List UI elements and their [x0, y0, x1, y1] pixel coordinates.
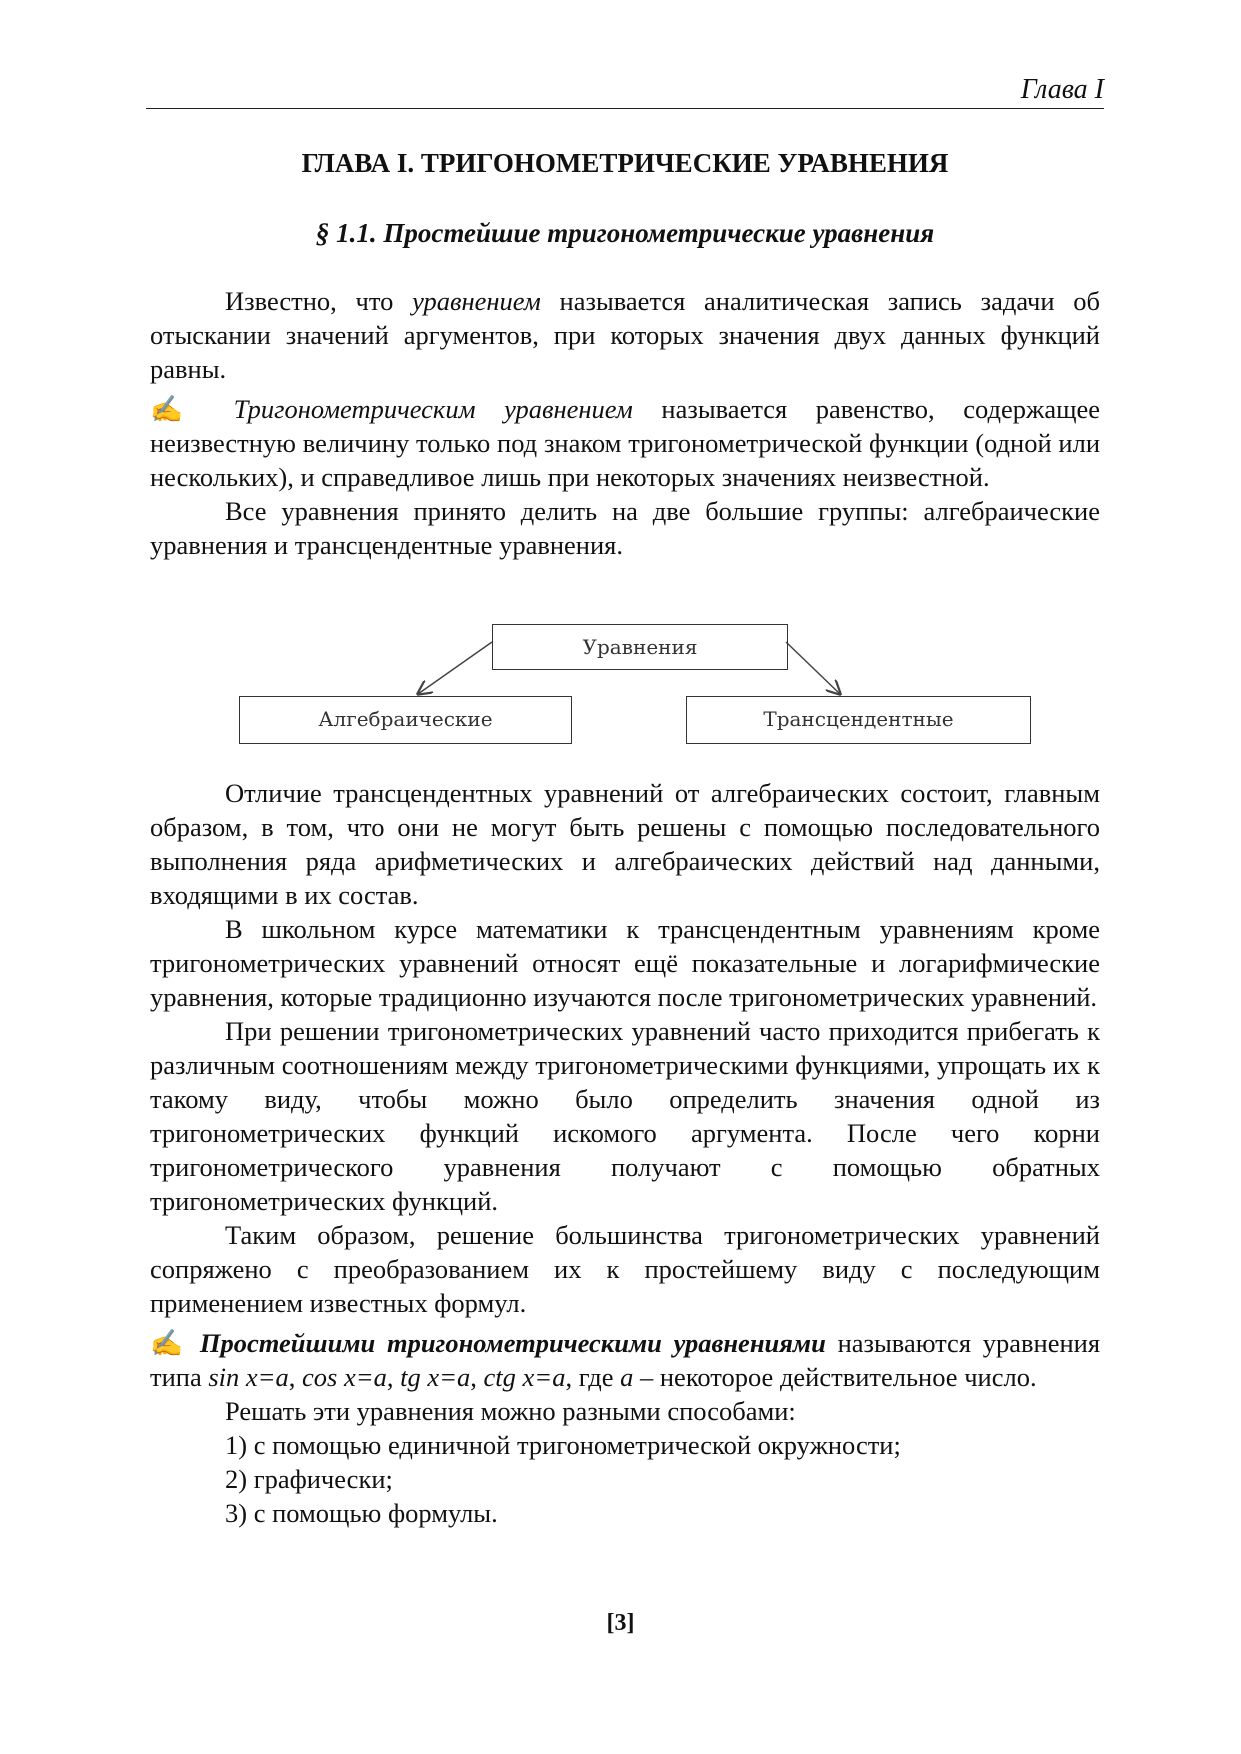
arrow-right — [786, 642, 840, 694]
definition-paragraph: ✍ Тригонометрическим уравнением называется равенство, содержащее неизвестную величину только под знаком тригонометрической функции (одной или нескольких), и справедливое лишь при некоторых значениях неизвестной. — [150, 394, 1101, 492]
diagram-algebraic-box: Алгебраические — [239, 696, 572, 744]
paragraph: Все уравнения принято делить на две большие группы: алгебраические уравнения и трансцендентные уравнения. — [150, 496, 1100, 560]
running-header-text: Глава I — [1020, 74, 1104, 105]
body-bottom — [150, 776, 1100, 1530]
running-header — [146, 72, 1104, 109]
paragraph: При решении тригонометрических уравнений часто приходится прибегать к различным соотношениям между тригонометрическими функциями, упрощать их к такому виду, чтобы можно было определить значения одной из тригонометрических функций искомого аргумента. После чего корни тригонометрического уравнения получают с помощью обратных тригонометрических функций. — [150, 1016, 1100, 1216]
section-title: § 1.1. Простейшие тригонометрические уравнения — [315, 218, 935, 248]
paragraph: Таким образом, решение большинства тригонометрических уравнений сопряжено с преобразованием их к простейшему виду с последующим применением известных формул. — [150, 1220, 1100, 1318]
paragraph: Отличие трансцендентных уравнений от алгебраических состоит, главным образом, в том, что они не могут быть решены с помощью последовательного выполнения ряда арифметических и алгебраических действий над данными, входящими в их состав. — [150, 778, 1100, 910]
equations-diagram — [0, 610, 1241, 760]
paragraph: Решать эти уравнения можно разными способами: — [225, 1396, 796, 1426]
list-item: 3) с помощью формулы. — [225, 1498, 498, 1528]
chapter-title: ГЛАВА I. ТРИГОНОМЕТРИЧЕСКИЕ УРАВНЕНИЯ — [301, 148, 949, 178]
diagram-transcendental-box: Трансцендентные — [686, 696, 1031, 744]
arrow-left — [418, 642, 492, 694]
list-item: 1) с помощью единичной тригонометрической окружности; — [225, 1430, 901, 1460]
page-number: [3] — [606, 1610, 635, 1636]
pencil-icon: ✍ — [150, 394, 205, 424]
body-top — [150, 284, 1100, 562]
paragraph: В школьном курсе математики к трансцендентным уравнениям кроме тригонометрических уравнений относят ещё показательные и логарифмические уравнения, которые традиционно изучаются после тригонометрических уравнений. — [150, 914, 1100, 1012]
diagram-root-box: Уравнения — [492, 624, 788, 670]
definition-paragraph: ✍ Простейшими тригонометрическими уравнениями называются уравнения типа sin x=a, cos x=a, tg x=a, ctg x=a, где a – некоторое действительное число. — [150, 1328, 1101, 1392]
list-item: 2) графически; — [225, 1464, 393, 1494]
pencil-icon: ✍ — [150, 1328, 189, 1358]
paragraph: Известно, что уравнением называется аналитическая запись задачи об отыскании значений аргументов, при которых значения двух данных функций равны. — [150, 286, 1100, 384]
